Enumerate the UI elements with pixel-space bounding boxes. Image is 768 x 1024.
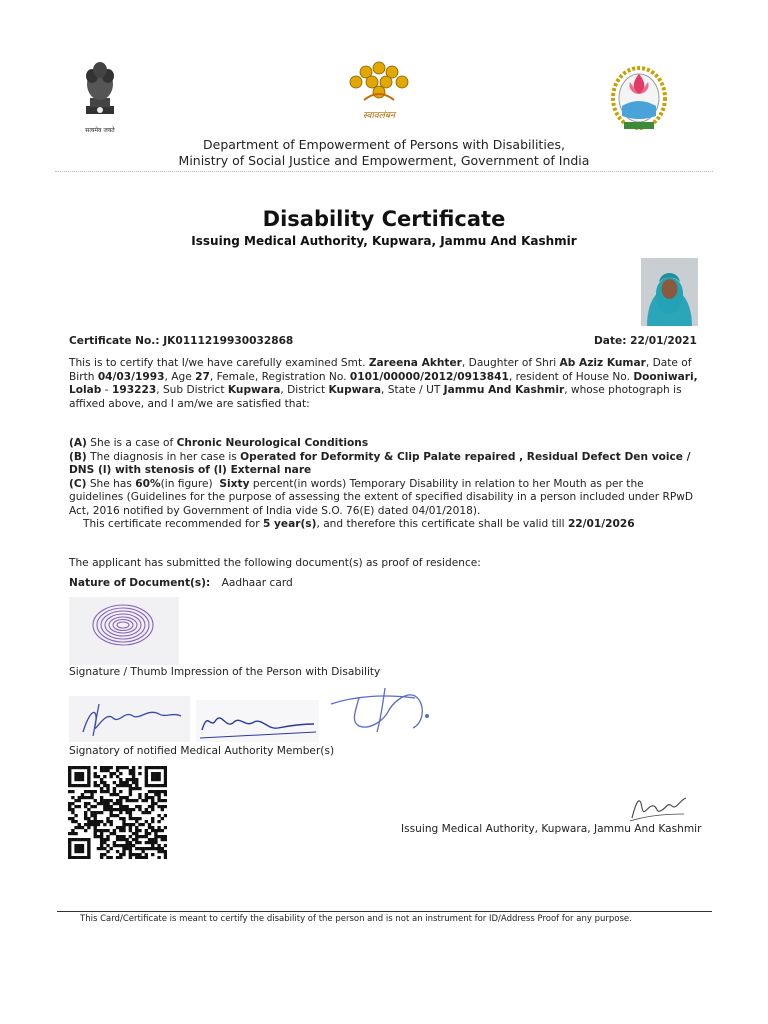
state: Jammu And Kashmir — [443, 384, 565, 396]
validity-years: 5 year(s) — [262, 518, 317, 530]
date-of-birth: 04/03/1993 — [97, 370, 165, 383]
footer-divider — [57, 911, 712, 912]
registration-number: 0101/00000/2012/0913841 — [349, 370, 509, 383]
certification-paragraph — [69, 357, 699, 411]
finding-b-text: The diagnosis in her case is — [86, 450, 241, 463]
disability-percent: 60% — [135, 477, 161, 490]
validity-line — [69, 518, 699, 532]
residence-proof-text: The applicant has submitted the following document(s) as proof of residence: — [69, 557, 481, 569]
certificate-number-label: Certificate No.: — [69, 335, 160, 347]
national-emblem-icon — [78, 58, 122, 134]
department-line-1: Department of Empowerment of Persons with Disabilities, — [203, 137, 565, 152]
certificate-number — [69, 335, 293, 349]
member-signature-3 — [325, 682, 441, 738]
intro-text: , Daughter of Shri — [461, 357, 560, 369]
document-nature-label: Nature of Document(s): — [69, 577, 211, 589]
finding-a-value: Chronic Neurological Conditions — [176, 437, 369, 449]
issuing-authority-subtitle: Issuing Medical Authority, Kupwara, Jammu And Kashmir — [191, 234, 577, 248]
age: 27 — [195, 370, 210, 383]
father-name: Ab Aziz Kumar — [559, 357, 646, 369]
intro-text: , Sub District — [156, 384, 228, 396]
valid-till-date: 22/01/2026 — [567, 518, 635, 530]
pin-code: 193223 — [111, 384, 157, 396]
authority-signature — [626, 788, 692, 824]
finding-b-label: (B) — [69, 450, 87, 463]
members-caption: Signatory of notified Medical Authority Member(s) — [69, 745, 335, 757]
finding-c-text: She has — [86, 477, 136, 490]
validity-text: This certificate recommended for — [83, 518, 263, 530]
intro-text: This is to certify that I/we have carefully examined Smt. — [69, 357, 369, 369]
department-line-2: Ministry of Social Justice and Empowerment, Government of India — [178, 153, 590, 168]
intro-text: , District — [280, 384, 329, 396]
sub-district: Kupwara — [227, 384, 281, 396]
thumb-impression — [69, 597, 179, 665]
jk-emblem-icon — [608, 60, 670, 134]
intro-text: , resident of House No. — [508, 370, 634, 383]
intro-text: , Age — [164, 370, 196, 383]
footer-disclaimer: This Card/Certificate is meant to certify the disability of the person and is not an instrument for ID/Address Proof for any purpose. — [80, 914, 632, 924]
certificate-number-value: JK0111219930032868 — [163, 335, 294, 347]
house-address: Dooniwari, Lolab — [69, 370, 698, 396]
document-nature — [69, 577, 699, 591]
disability-percent-words: Sixty — [219, 477, 250, 490]
intro-text: , Female, Registration No. — [209, 370, 350, 383]
page-title: Disability Certificate — [262, 207, 506, 231]
finding-b — [69, 451, 699, 478]
finding-a — [69, 437, 699, 451]
certificate-date-label: Date: — [594, 335, 627, 347]
swavlamban-caption: स्वावलंबन — [362, 111, 396, 121]
applicant-name: Zareena Akhter — [368, 357, 462, 369]
finding-b-value: Operated for Deformity & Clip Palate repaired , Residual Defect Den voice / DNS (l) with stenosis of (l) External nare — [69, 450, 691, 476]
document-nature-value: Aadhaar card — [221, 577, 293, 589]
certificate-date-value: 22/01/2021 — [630, 335, 697, 347]
authority-caption: Issuing Medical Authority, Kupwara, Jammu And Kashmir — [401, 823, 702, 835]
applicant-photo — [641, 258, 698, 326]
swavlamban-logo-icon — [344, 58, 414, 121]
member-signature-1 — [69, 696, 190, 742]
finding-c-text: percent(in words) Temporary Disability in relation to her Mouth as per the guidelines (Guidelines for the purpose of assessing the extent of specified disability in a person included under RPwD Act, 2016 notified by Government of India vide S.O. 76(E) dated 04/01/2018). — [69, 477, 694, 517]
finding-c-text: (in figure) — [160, 477, 220, 490]
finding-c — [69, 478, 699, 519]
member-signature-2 — [196, 700, 319, 742]
intro-text: , State / UT — [380, 384, 444, 396]
certificate-date — [594, 335, 697, 349]
intro-text: - — [101, 384, 112, 396]
findings-section — [69, 437, 699, 532]
intro-text: , whose photograph is affixed above, and I am/we are satisfied that: — [69, 384, 682, 410]
district: Kupwara — [328, 384, 381, 396]
finding-a-text: She is a case of — [86, 437, 177, 449]
intro-text: , Date of Birth — [69, 357, 692, 383]
finding-c-label: (C) — [69, 477, 87, 490]
qr-code — [68, 766, 167, 859]
validity-text: , and therefore this certificate shall be valid till — [316, 518, 568, 530]
finding-a-label: (A) — [69, 437, 87, 449]
thumb-caption: Signature / Thumb Impression of the Person with Disability — [69, 666, 381, 678]
emblem-caption: सत्यमेव जयते — [85, 127, 115, 134]
header-divider — [55, 171, 713, 172]
